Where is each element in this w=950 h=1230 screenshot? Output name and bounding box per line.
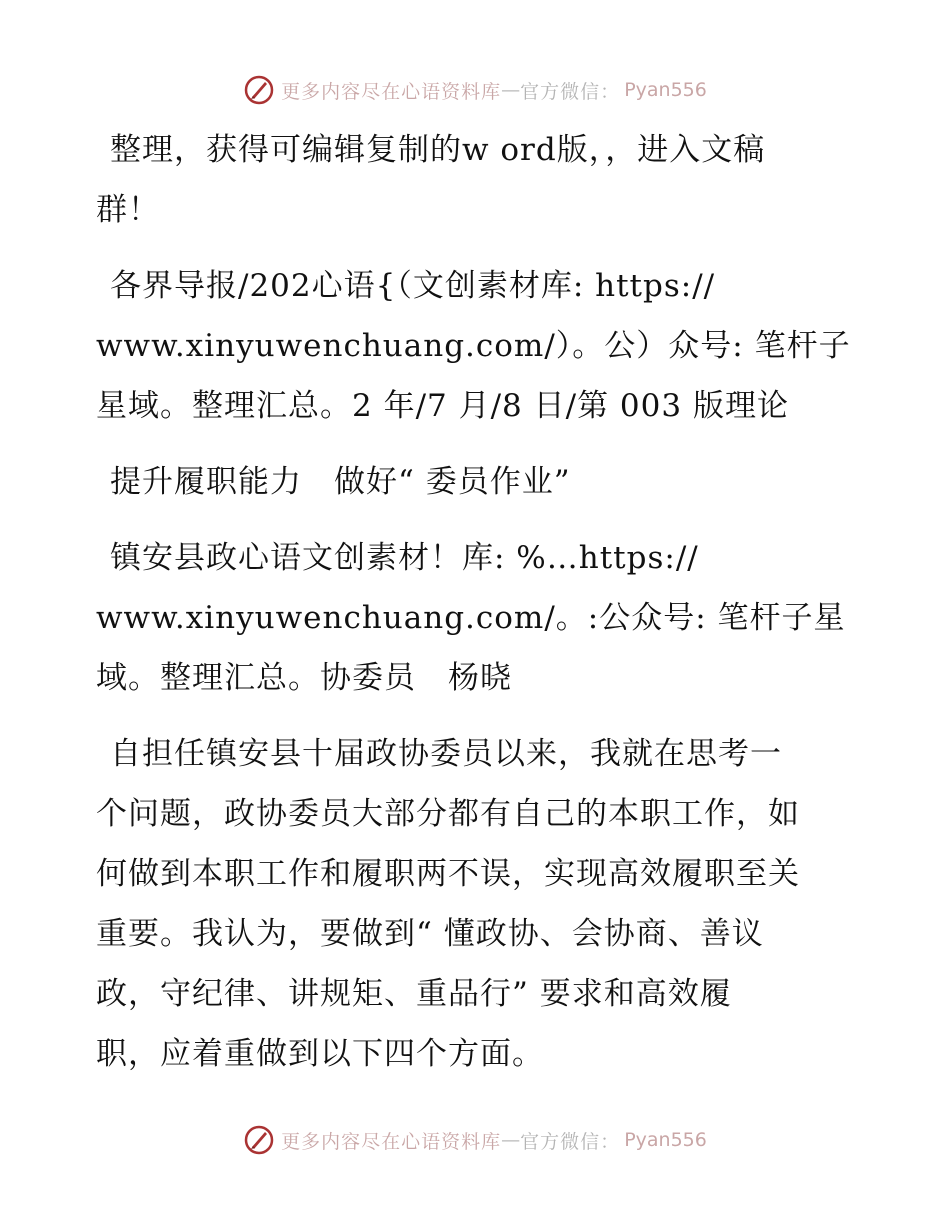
text-line: 整理，获得可编辑复制的w ord版，，进入文稿: [110, 132, 766, 168]
watermark-sub-text: 官方微信：: [520, 80, 621, 103]
text-line: 自担任镇安县十届政协委员以来，我就在思考一: [110, 736, 782, 772]
watermark-wechat-id: Pyan556: [624, 1129, 707, 1151]
paragraph-source: [96, 256, 866, 436]
paragraph-body: [96, 724, 866, 1084]
text-line: 职，应着重做到以下四个方面。: [96, 1036, 544, 1072]
header-watermark: [0, 70, 950, 110]
watermark-main-text: 更多内容尽在心语资料库: [281, 80, 502, 103]
text-line: www.xinyuwenchuang.com/）。公）众号: 笔杆子: [96, 328, 851, 364]
text-line: 群！: [96, 192, 160, 228]
text-line: 何做到本职工作和履职两不误，实现高效履职至关: [96, 856, 800, 892]
watermark-dash: —: [501, 1129, 521, 1151]
text-line: 重要。我认为，要做到“ 懂政协、会协商、善议: [96, 916, 764, 952]
watermark-dash: —: [501, 79, 521, 101]
text-line: 提升履职能力 做好“ 委员作业”: [110, 464, 571, 500]
text-line: 个问题，政协委员大部分都有自己的本职工作，如: [96, 796, 800, 832]
text-line: 政，守纪律、讲规矩、重品行” 要求和高效履: [96, 976, 732, 1012]
watermark-sub-text: 官方微信：: [520, 1130, 621, 1153]
footer-watermark: [0, 1120, 950, 1160]
quill-logo-icon: [243, 74, 275, 106]
text-line: 镇安县政心语文创素材！库: %…https://: [110, 540, 699, 576]
watermark-wechat-id: Pyan556: [624, 79, 707, 101]
quill-logo-icon: [243, 1124, 275, 1156]
text-line: 星域。整理汇总。2 年/7 月/8 日/第 003 版理论: [96, 388, 789, 424]
paragraph-intro: [96, 120, 866, 240]
text-line: www.xinyuwenchuang.com/。:公众号: 笔杆子星: [96, 600, 846, 636]
document-body: [96, 120, 866, 1084]
watermark-main-text: 更多内容尽在心语资料库: [281, 1130, 502, 1153]
text-line: 各界导报/202心语{（文创素材库: https://: [110, 268, 716, 304]
article-title: [96, 452, 866, 512]
paragraph-author: [96, 528, 866, 708]
text-line: 域。整理汇总。协委员 杨晓: [96, 660, 512, 696]
